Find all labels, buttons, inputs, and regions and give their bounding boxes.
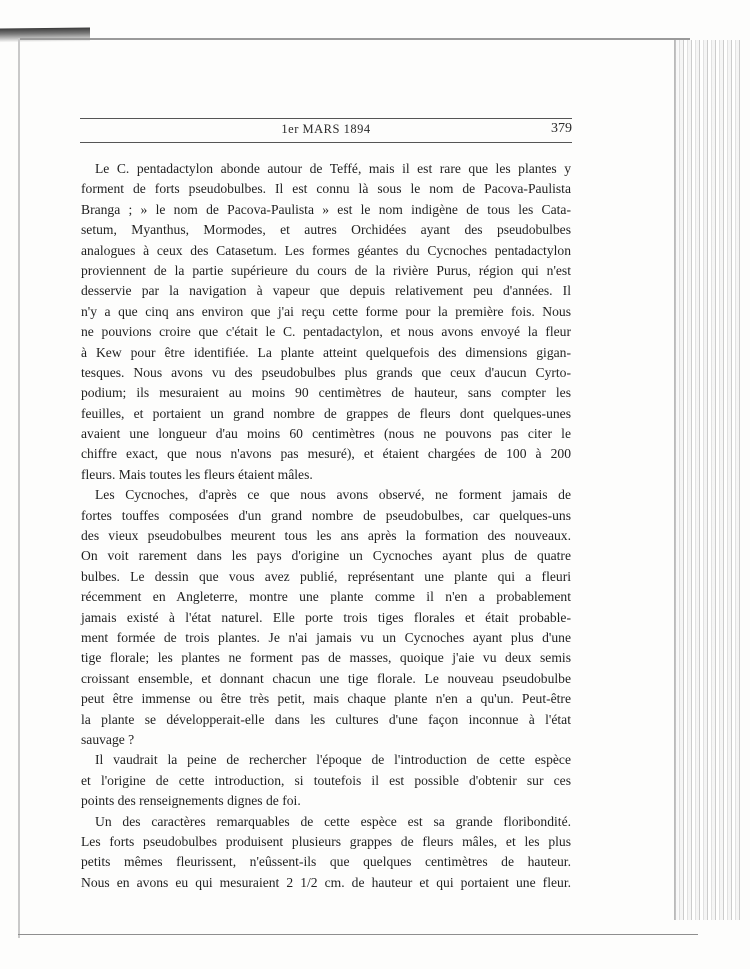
text-line: la plante se développerait-elle dans les cultures d'une façon inconnue à l'état <box>81 711 571 727</box>
header-rule-top <box>80 118 572 119</box>
text-line: On voit rarement dans les pays d'origine un Cycnoches ayant plus de quatre <box>81 548 571 564</box>
text-line: forment de forts pseudobulbes. Il est connu là sous le nom de Pacova-Paulista <box>81 181 571 197</box>
text-line: Il vaudrait la peine de rechercher l'époque de l'introduction de cette espèce <box>95 752 571 768</box>
scan-edge-bottom <box>18 934 698 935</box>
text-line: sauvage ? <box>81 731 135 747</box>
text-line: récemment en Angleterre, montre une plante comme il n'en a probablement <box>81 589 571 605</box>
text-line: feuilles, et portaient un grand nombre de grappes de fleurs dont quelques-unes <box>81 405 571 421</box>
scan-edge-left <box>18 38 20 938</box>
text-line: ment formée de trois plantes. Je n'ai jamais vu un Cycnoches ayant plus d'une <box>81 629 571 645</box>
text-line: podium; ils mesuraient au moins 90 centimètres de hauteur, sans compter les <box>81 385 571 401</box>
page-stack-edges <box>676 40 740 920</box>
text-line: des vieux pseudobulbes meurent tous les ans après la formation des nouveaux. <box>81 528 571 544</box>
text-line: et l'origine de cette introduction, si toutefois il est possible d'obtenir sur ces <box>81 772 571 788</box>
text-line: desservie par la navigation à vapeur que depuis relativement peu d'années. Il <box>81 283 571 299</box>
text-line: jamais existé à l'état naturel. Elle porte trois tiges florales et était probable- <box>81 609 571 625</box>
scan-shadow-corner <box>0 28 90 43</box>
header-rule-bottom <box>80 142 572 143</box>
text-line: analogues à ceux des Catasetum. Les formes géantes du Cycnoches pentadactylon <box>81 242 571 258</box>
text-line: tesques. Nous avons vu des pseudobulbes plus grands que ceux d'aucun Cyrto- <box>81 364 571 380</box>
text-line: points des renseignements dignes de foi. <box>81 793 301 809</box>
text-line: n'y a que cinq ans environ que j'ai reçu cette forme pour la première fois. Nous <box>81 303 571 319</box>
text-line: Les Cycnoches, d'après ce que nous avons observé, ne forment jamais de <box>95 487 571 503</box>
text-line: bulbes. Le dessin que vous avez publié, représentant une plante qui a fleuri <box>81 568 571 584</box>
text-line: fleurs. Mais toutes les fleurs étaient mâles. <box>81 466 313 482</box>
text-line: avaient une longueur d'au moins 60 centimètres (nous ne pouvons pas citer le <box>81 426 571 442</box>
scan-edge-top <box>20 38 690 40</box>
page-header <box>80 108 572 138</box>
text-line: peut être immense ou être très petit, mais chaque plante n'en a qu'un. Peut-être <box>81 691 571 707</box>
text-line: proviennent de la partie supérieure du cours de la rivière Purus, région qui n'est <box>81 262 571 278</box>
text-line: croissant ensemble, et donnant chacun une tige florale. Le nouveau pseudobulbe <box>81 670 571 686</box>
text-line: Branga ; » le nom de Pacova-Paulista » est le nom indigène de tous les Cata- <box>81 201 571 217</box>
text-line: petits mêmes fleurissent, n'eûssent-ils que quelques centimètres de hauteur. <box>81 854 571 870</box>
text-line: setum, Myanthus, Mormodes, et autres Orchidées ayant des pseudobulbes <box>81 222 571 238</box>
text-line: tige florale; les plantes ne forment pas de masses, quoique j'aie vu deux semis <box>81 650 571 666</box>
text-line: Nous en avons eu qui mesuraient 2 1/2 cm. de hauteur et qui portaient une fleur. <box>81 874 571 890</box>
running-title: 1er MARS 1894 <box>281 122 371 136</box>
body-text <box>81 159 571 893</box>
text-line: fortes touffes composées d'un grand nombre de pseudobulbes, car quelques-uns <box>81 507 571 523</box>
text-line: à Kew pour être identifiée. La plante atteint quelquefois des dimensions gigan- <box>81 344 571 360</box>
text-line: chiffre exact, que nous n'avons pas mesuré), et étaient chargées de 100 à 200 <box>81 446 571 462</box>
text-line: Le C. pentadactylon abonde autour de Teffé, mais il est rare que les plantes y <box>95 161 571 176</box>
text-line: ne pouvions croire que c'était le C. pentadactylon, et nous avons envoyé la fleur <box>81 324 571 340</box>
text-line: Les forts pseudobulbes produisent plusieurs grappes de fleurs mâles, et les plus <box>81 833 571 849</box>
page-number: 379 <box>551 121 572 136</box>
text-line: Un des caractères remarquables de cette espèce est sa grande floribondité. <box>95 813 571 829</box>
